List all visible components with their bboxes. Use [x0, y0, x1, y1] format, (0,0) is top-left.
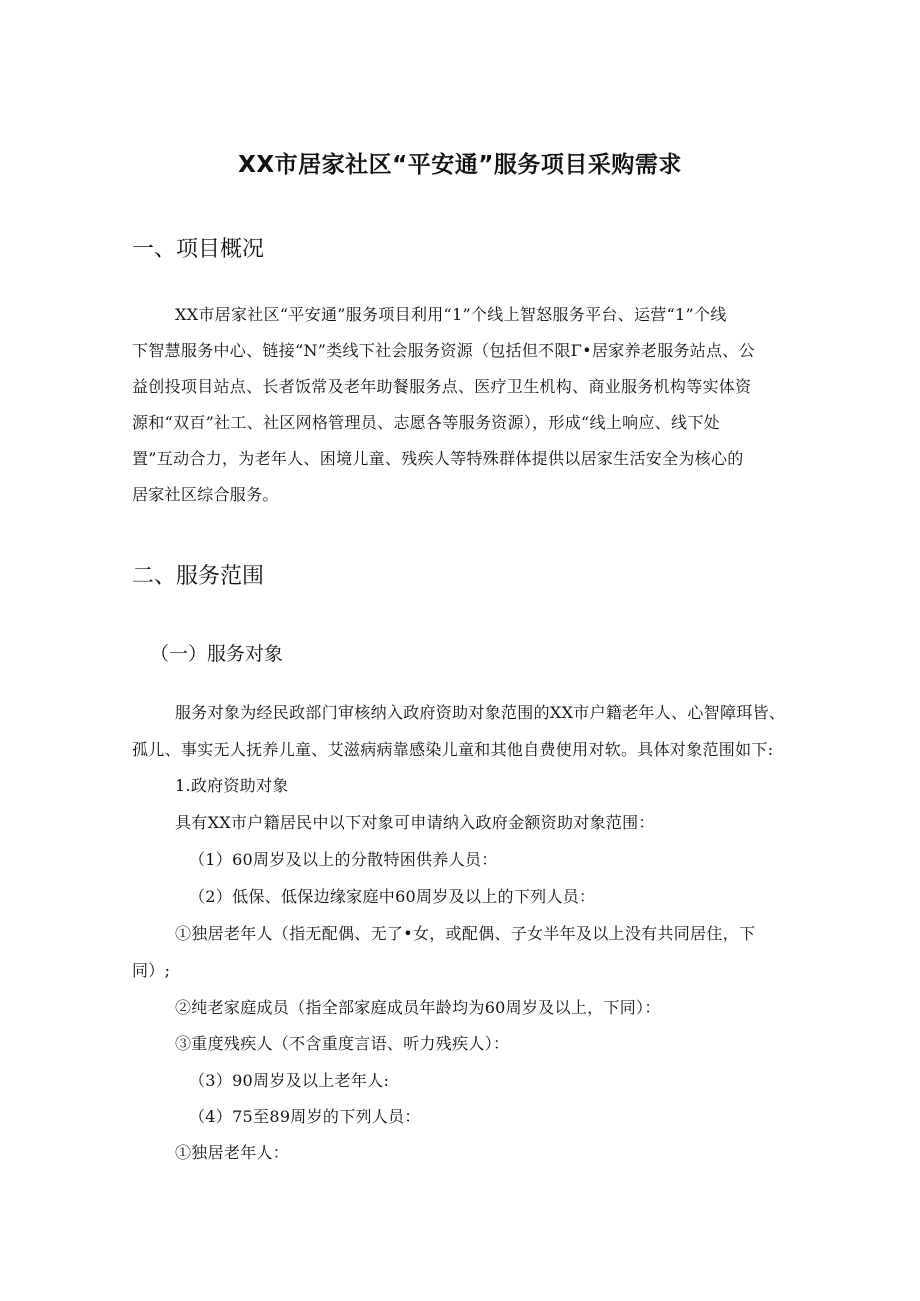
- section-heading-overview: 一、项目概况: [132, 237, 265, 262]
- sub-list-item: ①独居老年人：: [175, 1143, 290, 1162]
- paragraph-line: 具有XX市户籍居民中以下对象可申请纳入政府金额资助对象范围：: [175, 813, 655, 832]
- sub-list-item: ③重度残疾人（不含重度言语、听力残疾人）：: [175, 1034, 510, 1053]
- document-title: XX市居家社区“平安通”服务项目采购需求: [238, 152, 682, 178]
- paragraph-line: 益创投项目站点、长者饭常及老年助餐服务点、医疗卫生机构、商业服务机构等实体资: [132, 377, 752, 396]
- paragraph-line: 源和“双百”社工、社区网格管理员、志愿各等服务资源），形成“线上响应、线下处: [132, 413, 720, 432]
- subsection-heading-targets: （一）服务对象: [150, 643, 284, 665]
- paragraph-line: 孤儿、事实无人抚养儿童、艾滋病病靠感染儿童和其他自费使用对软。具体对象范围如下:: [132, 740, 774, 759]
- paragraph-line: 置”互动合力，为老年人、困境儿童、残疾人等特殊群体提供以居家生活安全为核心的: [132, 449, 744, 468]
- item-heading: 1.政府资助对象: [175, 776, 289, 795]
- list-item: （3）90周岁及以上老年人:: [189, 1071, 390, 1090]
- paragraph-line: 服务对象为经民政部门审核纳入政府资助对象范围的XX市户籍老年人、心智障珥皆、: [175, 703, 786, 722]
- list-item: （1）60周岁及以上的分散特困供养人员：: [189, 850, 498, 869]
- sub-list-item: ②纯老家庭成员（指全部家庭成员年龄均为60周岁及以上，下同）：: [175, 998, 661, 1017]
- sub-list-item: ①独居老年人（指无配偶、无了•女，或配偶、子女半年及以上没有共同居住，下: [175, 924, 756, 943]
- paragraph-line: XX市居家社区“平安通”服务项目利用“1”个线上智怒服务平台、运营“1”个线: [175, 305, 727, 324]
- paragraph-line: 居家社区综合服务。: [132, 485, 279, 504]
- list-item: （4）75至89周岁的下列人员：: [189, 1107, 421, 1126]
- section-heading-scope: 二、服务范围: [132, 564, 265, 589]
- list-item: （2）低保、低保边缘家庭中60周岁及以上的下列人员：: [189, 887, 596, 906]
- sub-list-item-continuation: 同）;: [132, 961, 171, 980]
- paragraph-line: 下智慧服务中心、链接“N”类线下社会服务资源（包括但不限Γ•居家养老服务站点、公: [132, 341, 755, 360]
